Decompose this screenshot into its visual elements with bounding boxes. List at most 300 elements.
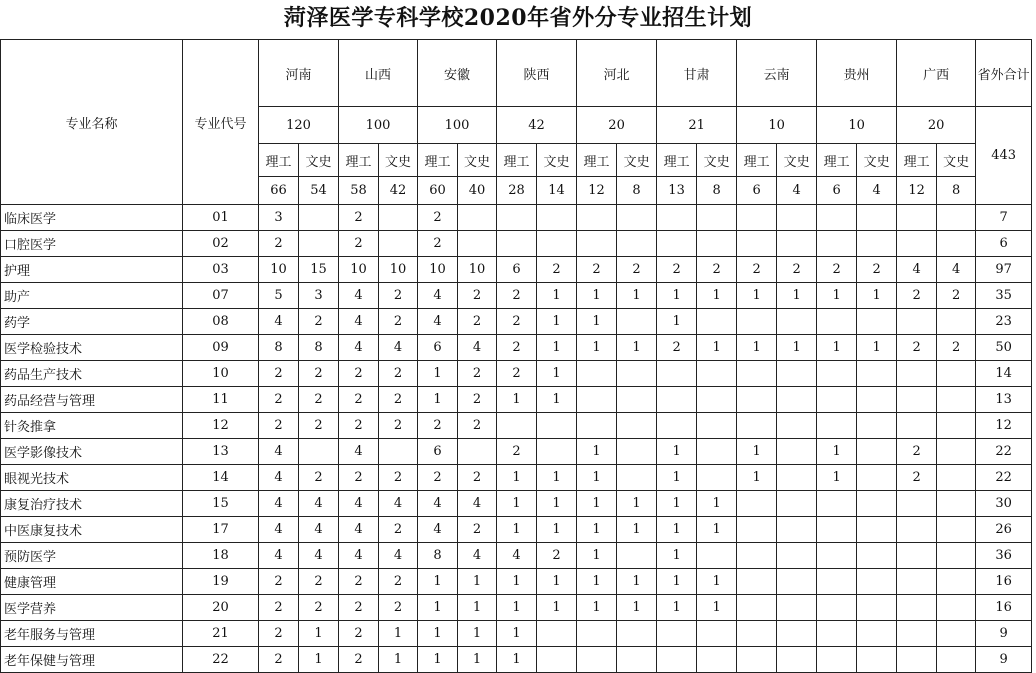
plan-count-cell: 2 [937, 335, 976, 361]
plan-count-cell [737, 413, 777, 439]
row-total-cell: 13 [976, 387, 1032, 413]
plan-count-cell [897, 569, 937, 595]
plan-count-cell: 2 [299, 361, 339, 387]
plan-count-cell: 2 [259, 231, 299, 257]
table-row [1, 309, 1032, 335]
plan-count-cell [577, 621, 617, 647]
plan-count-cell [937, 595, 976, 621]
arts-stream-total: 8 [937, 177, 976, 205]
plan-count-cell [657, 361, 697, 387]
plan-count-cell [777, 465, 817, 491]
plan-count-cell [657, 231, 697, 257]
plan-count-cell: 10 [259, 257, 299, 283]
plan-count-cell: 2 [497, 335, 537, 361]
science-stream-label: 理工 [497, 144, 537, 177]
plan-count-cell: 4 [339, 335, 379, 361]
plan-count-cell: 2 [339, 205, 379, 231]
plan-count-cell [857, 309, 897, 335]
plan-count-cell: 6 [497, 257, 537, 283]
major-name-cell: 临床医学 [1, 205, 183, 231]
plan-count-cell [817, 413, 857, 439]
major-code-cell: 03 [183, 257, 259, 283]
province-name: 云南 [737, 40, 817, 107]
plan-count-cell: 2 [458, 309, 497, 335]
plan-count-cell: 1 [697, 283, 737, 309]
plan-count-cell: 1 [817, 465, 857, 491]
plan-count-cell: 10 [458, 257, 497, 283]
plan-count-cell: 2 [737, 257, 777, 283]
plan-count-cell: 2 [259, 569, 299, 595]
plan-count-cell: 2 [537, 257, 577, 283]
plan-count-cell: 2 [897, 465, 937, 491]
science-stream-label: 理工 [657, 144, 697, 177]
plan-count-cell [577, 647, 617, 673]
row-total-cell: 6 [976, 231, 1032, 257]
table-row [1, 205, 1032, 231]
plan-count-cell [937, 413, 976, 439]
plan-count-cell: 1 [418, 569, 458, 595]
plan-count-cell: 4 [339, 491, 379, 517]
plan-count-cell: 2 [259, 621, 299, 647]
plan-count-cell [857, 543, 897, 569]
row-total-cell: 35 [976, 283, 1032, 309]
plan-count-cell [857, 517, 897, 543]
science-stream-label: 理工 [577, 144, 617, 177]
plan-count-cell: 2 [418, 231, 458, 257]
plan-count-cell: 5 [259, 283, 299, 309]
science-stream-total: 6 [737, 177, 777, 205]
table-row [1, 543, 1032, 569]
major-code-cell: 08 [183, 309, 259, 335]
plan-count-cell [817, 543, 857, 569]
major-code-cell: 02 [183, 231, 259, 257]
plan-count-cell: 1 [577, 309, 617, 335]
plan-count-cell: 1 [657, 517, 697, 543]
plan-count-cell: 2 [418, 205, 458, 231]
plan-count-cell [777, 205, 817, 231]
plan-count-cell: 4 [259, 491, 299, 517]
major-code-cell: 09 [183, 335, 259, 361]
table-row [1, 361, 1032, 387]
plan-count-cell [897, 517, 937, 543]
plan-count-cell [817, 517, 857, 543]
plan-count-cell: 2 [817, 257, 857, 283]
major-code-cell: 18 [183, 543, 259, 569]
table-row [1, 413, 1032, 439]
plan-count-cell [617, 231, 657, 257]
plan-count-cell [537, 205, 577, 231]
plan-count-cell: 1 [577, 543, 617, 569]
plan-count-cell [777, 491, 817, 517]
plan-count-cell [737, 387, 777, 413]
major-name-cell: 医学影像技术 [1, 439, 183, 465]
plan-count-cell: 1 [657, 283, 697, 309]
table-row [1, 335, 1032, 361]
province-total: 10 [817, 107, 897, 144]
plan-count-cell [817, 569, 857, 595]
plan-count-cell [737, 361, 777, 387]
plan-count-cell [777, 309, 817, 335]
plan-count-cell [537, 647, 577, 673]
plan-count-cell: 2 [418, 465, 458, 491]
arts-stream-label: 文史 [537, 144, 577, 177]
plan-count-cell: 1 [458, 647, 497, 673]
row-total-cell: 26 [976, 517, 1032, 543]
province-total: 100 [418, 107, 497, 144]
plan-count-cell: 6 [418, 335, 458, 361]
plan-count-cell: 2 [937, 283, 976, 309]
plan-count-cell: 1 [577, 439, 617, 465]
plan-count-cell: 2 [339, 387, 379, 413]
plan-count-cell: 1 [657, 465, 697, 491]
plan-count-cell: 2 [657, 257, 697, 283]
plan-count-cell: 1 [537, 517, 577, 543]
plan-count-cell [897, 231, 937, 257]
plan-count-cell: 4 [418, 283, 458, 309]
plan-count-cell [737, 621, 777, 647]
plan-count-cell [817, 361, 857, 387]
major-code-cell: 11 [183, 387, 259, 413]
plan-count-cell: 2 [418, 413, 458, 439]
plan-count-cell: 1 [497, 387, 537, 413]
plan-count-cell [617, 465, 657, 491]
plan-count-cell [697, 387, 737, 413]
plan-count-cell: 2 [897, 439, 937, 465]
page-title: 菏泽医学专科学校2020年省外分专业招生计划 [283, 5, 753, 31]
plan-count-cell [817, 387, 857, 413]
plan-count-cell [897, 647, 937, 673]
arts-stream-total: 8 [697, 177, 737, 205]
plan-count-cell [299, 205, 339, 231]
plan-count-cell: 2 [537, 543, 577, 569]
plan-count-cell: 2 [497, 283, 537, 309]
plan-count-cell: 4 [379, 491, 418, 517]
major-name-cell: 健康管理 [1, 569, 183, 595]
row-total-cell: 7 [976, 205, 1032, 231]
arts-stream-label: 文史 [458, 144, 497, 177]
plan-count-cell: 1 [497, 621, 537, 647]
plan-count-cell [857, 569, 897, 595]
plan-count-cell [937, 309, 976, 335]
plan-count-cell: 1 [617, 569, 657, 595]
plan-count-cell [817, 621, 857, 647]
plan-count-cell: 4 [339, 283, 379, 309]
plan-count-cell: 1 [497, 517, 537, 543]
plan-count-cell [299, 439, 339, 465]
plan-count-cell: 2 [897, 335, 937, 361]
plan-count-cell [697, 309, 737, 335]
plan-count-cell: 1 [617, 491, 657, 517]
plan-count-cell [537, 621, 577, 647]
plan-count-cell [737, 595, 777, 621]
plan-count-cell: 1 [379, 647, 418, 673]
plan-count-cell [617, 647, 657, 673]
plan-count-cell [497, 413, 537, 439]
plan-count-cell [737, 517, 777, 543]
plan-count-cell: 4 [379, 335, 418, 361]
plan-count-cell: 2 [458, 387, 497, 413]
plan-count-cell: 1 [418, 361, 458, 387]
plan-count-cell: 1 [817, 439, 857, 465]
plan-count-cell [537, 231, 577, 257]
plan-count-cell: 15 [299, 257, 339, 283]
plan-count-cell [737, 491, 777, 517]
arts-stream-label: 文史 [299, 144, 339, 177]
plan-count-cell [857, 465, 897, 491]
plan-count-cell: 2 [777, 257, 817, 283]
major-name-cell: 药品经营与管理 [1, 387, 183, 413]
plan-count-cell [697, 361, 737, 387]
science-stream-label: 理工 [339, 144, 379, 177]
arts-stream-total: 14 [537, 177, 577, 205]
plan-count-cell: 2 [299, 413, 339, 439]
plan-count-cell [937, 439, 976, 465]
plan-count-cell [617, 205, 657, 231]
plan-count-cell: 2 [339, 413, 379, 439]
plan-count-cell: 1 [617, 595, 657, 621]
table-row [1, 621, 1032, 647]
plan-count-cell: 4 [299, 491, 339, 517]
row-total-cell: 30 [976, 491, 1032, 517]
plan-count-cell [379, 205, 418, 231]
plan-count-cell: 4 [339, 543, 379, 569]
plan-count-cell [777, 647, 817, 673]
plan-count-cell: 1 [737, 439, 777, 465]
major-name-cell: 针灸推拿 [1, 413, 183, 439]
plan-count-cell: 1 [617, 283, 657, 309]
science-stream-total: 12 [897, 177, 937, 205]
plan-count-cell [737, 569, 777, 595]
plan-count-cell: 2 [259, 413, 299, 439]
plan-count-cell [817, 205, 857, 231]
row-total-cell: 16 [976, 569, 1032, 595]
arts-stream-label: 文史 [617, 144, 657, 177]
plan-count-cell: 2 [497, 439, 537, 465]
plan-count-cell [937, 517, 976, 543]
plan-count-cell: 1 [577, 283, 617, 309]
major-name-cell: 医学检验技术 [1, 335, 183, 361]
plan-count-cell: 2 [299, 595, 339, 621]
plan-count-cell [737, 647, 777, 673]
plan-count-cell: 2 [379, 517, 418, 543]
plan-count-cell: 1 [617, 517, 657, 543]
major-code-cell: 22 [183, 647, 259, 673]
major-name-cell: 护理 [1, 257, 183, 283]
plan-count-cell: 1 [537, 361, 577, 387]
province-total: 42 [497, 107, 577, 144]
arts-stream-label: 文史 [777, 144, 817, 177]
plan-count-cell [897, 491, 937, 517]
major-name-cell: 康复治疗技术 [1, 491, 183, 517]
plan-count-cell: 2 [339, 361, 379, 387]
plan-count-cell: 3 [259, 205, 299, 231]
major-name-cell: 中医康复技术 [1, 517, 183, 543]
plan-count-cell [777, 569, 817, 595]
plan-count-cell: 1 [418, 387, 458, 413]
plan-count-cell: 2 [379, 309, 418, 335]
plan-count-cell [777, 361, 817, 387]
province-name: 河北 [577, 40, 657, 107]
plan-count-cell: 8 [259, 335, 299, 361]
plan-count-cell: 4 [339, 439, 379, 465]
plan-count-cell: 2 [458, 517, 497, 543]
plan-count-cell [857, 387, 897, 413]
plan-count-cell: 1 [537, 283, 577, 309]
plan-count-cell: 4 [897, 257, 937, 283]
science-stream-total: 13 [657, 177, 697, 205]
plan-count-cell [657, 387, 697, 413]
plan-count-cell [458, 439, 497, 465]
major-name-cell: 药品生产技术 [1, 361, 183, 387]
plan-count-cell: 4 [497, 543, 537, 569]
plan-count-cell [577, 231, 617, 257]
plan-count-cell: 2 [299, 387, 339, 413]
table-row [1, 491, 1032, 517]
plan-count-cell [857, 413, 897, 439]
major-code-cell: 14 [183, 465, 259, 491]
plan-count-cell [537, 413, 577, 439]
plan-count-cell [857, 491, 897, 517]
plan-count-cell: 4 [259, 439, 299, 465]
plan-count-cell: 1 [537, 465, 577, 491]
plan-count-cell: 4 [418, 517, 458, 543]
plan-count-cell: 6 [418, 439, 458, 465]
plan-count-cell: 2 [299, 309, 339, 335]
science-stream-total: 66 [259, 177, 299, 205]
plan-count-cell: 2 [379, 387, 418, 413]
plan-count-cell [777, 543, 817, 569]
plan-count-cell: 2 [379, 283, 418, 309]
plan-count-cell: 10 [379, 257, 418, 283]
row-total-cell: 97 [976, 257, 1032, 283]
plan-count-cell [737, 309, 777, 335]
plan-count-cell [777, 595, 817, 621]
plan-count-cell [817, 491, 857, 517]
major-code-cell: 13 [183, 439, 259, 465]
plan-count-cell: 1 [657, 439, 697, 465]
major-code-header: 专业代号 [183, 40, 259, 205]
plan-count-cell: 4 [458, 543, 497, 569]
arts-stream-total: 42 [379, 177, 418, 205]
plan-count-cell [777, 387, 817, 413]
plan-count-cell [299, 231, 339, 257]
plan-count-cell [817, 647, 857, 673]
major-code-cell: 12 [183, 413, 259, 439]
plan-count-cell: 2 [657, 335, 697, 361]
plan-count-cell [937, 361, 976, 387]
plan-count-cell [697, 647, 737, 673]
plan-count-cell: 1 [299, 647, 339, 673]
plan-count-cell [777, 439, 817, 465]
plan-count-cell [937, 387, 976, 413]
plan-count-cell: 4 [299, 517, 339, 543]
major-code-cell: 19 [183, 569, 259, 595]
plan-count-cell: 1 [497, 491, 537, 517]
row-total-cell: 50 [976, 335, 1032, 361]
plan-count-cell: 2 [458, 361, 497, 387]
plan-count-cell: 1 [497, 465, 537, 491]
plan-count-cell: 3 [299, 283, 339, 309]
province-name: 山西 [339, 40, 418, 107]
plan-count-cell [777, 413, 817, 439]
science-stream-total: 28 [497, 177, 537, 205]
major-code-cell: 01 [183, 205, 259, 231]
plan-count-cell: 2 [458, 413, 497, 439]
row-total-cell: 16 [976, 595, 1032, 621]
plan-count-cell [379, 439, 418, 465]
province-name: 贵州 [817, 40, 897, 107]
major-code-cell: 20 [183, 595, 259, 621]
table-row [1, 517, 1032, 543]
plan-count-cell [857, 595, 897, 621]
science-stream-total: 60 [418, 177, 458, 205]
plan-count-cell: 4 [379, 543, 418, 569]
plan-count-cell [817, 231, 857, 257]
plan-count-cell [937, 543, 976, 569]
plan-count-cell [897, 543, 937, 569]
plan-count-cell: 1 [577, 569, 617, 595]
plan-count-cell: 1 [697, 491, 737, 517]
row-total-cell: 9 [976, 621, 1032, 647]
science-stream-total: 58 [339, 177, 379, 205]
plan-count-cell [657, 621, 697, 647]
plan-count-cell [697, 205, 737, 231]
major-name-cell: 口腔医学 [1, 231, 183, 257]
plan-count-cell [897, 595, 937, 621]
table-row [1, 569, 1032, 595]
plan-count-cell: 2 [577, 257, 617, 283]
science-stream-label: 理工 [418, 144, 458, 177]
plan-count-cell [617, 439, 657, 465]
plan-count-cell: 4 [937, 257, 976, 283]
table-row [1, 257, 1032, 283]
province-total: 100 [339, 107, 418, 144]
plan-count-cell: 4 [259, 543, 299, 569]
outside-total-header: 省外合计 [976, 40, 1032, 107]
plan-count-cell: 4 [339, 517, 379, 543]
plan-count-cell: 1 [737, 465, 777, 491]
arts-stream-total: 54 [299, 177, 339, 205]
plan-count-cell: 1 [697, 335, 737, 361]
major-name-cell: 老年保健与管理 [1, 647, 183, 673]
plan-count-cell [897, 387, 937, 413]
plan-count-cell [577, 205, 617, 231]
plan-count-cell: 2 [857, 257, 897, 283]
plan-count-cell [857, 205, 897, 231]
outside-total-value: 443 [976, 107, 1032, 205]
major-code-cell: 07 [183, 283, 259, 309]
province-total: 21 [657, 107, 737, 144]
plan-count-cell: 2 [259, 647, 299, 673]
science-stream-total: 12 [577, 177, 617, 205]
table-row [1, 283, 1032, 309]
plan-count-cell: 1 [418, 595, 458, 621]
plan-count-cell: 1 [697, 595, 737, 621]
province-total: 120 [259, 107, 339, 144]
plan-count-cell: 1 [657, 491, 697, 517]
plan-count-cell: 2 [617, 257, 657, 283]
plan-count-cell: 4 [339, 309, 379, 335]
table-row [1, 387, 1032, 413]
plan-count-cell: 2 [379, 413, 418, 439]
plan-count-cell [458, 231, 497, 257]
plan-count-cell: 1 [657, 595, 697, 621]
plan-count-cell [537, 439, 577, 465]
table-row [1, 647, 1032, 673]
plan-count-cell [897, 413, 937, 439]
arts-stream-total: 4 [777, 177, 817, 205]
plan-count-cell [697, 621, 737, 647]
